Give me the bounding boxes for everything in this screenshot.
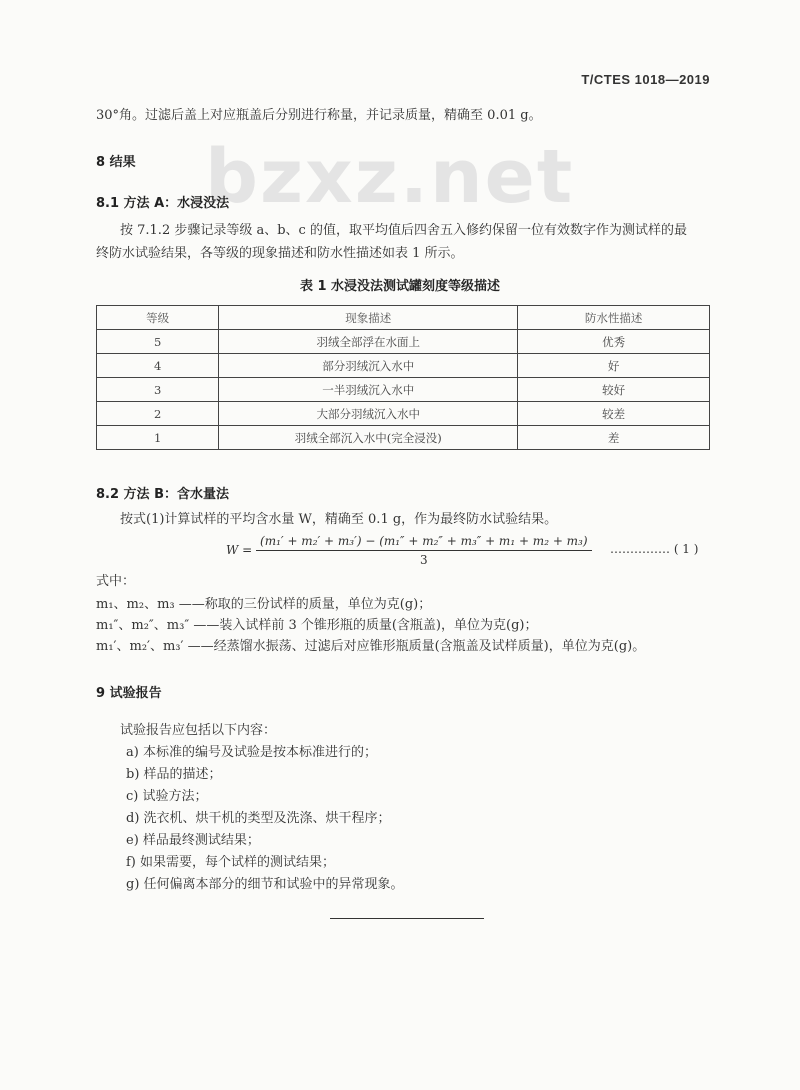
table-row: [97, 330, 710, 354]
section-9-title: 9 试验报告: [96, 686, 162, 701]
section-8-1-para-line1: 按 7.1.2 步骤记录等级 a、b、c 的值，取平均值后四舍五入修约保留一位有效数字作为测试样的最: [120, 223, 687, 238]
table-row: [97, 426, 710, 450]
table-cell: 1: [97, 426, 219, 450]
where-label: 式中：: [96, 574, 136, 589]
table-row: [97, 402, 710, 426]
table-cell: 部分羽绒沉入水中: [219, 354, 518, 378]
table-header-cell: 防水性描述: [518, 306, 710, 330]
report-item: a) 本标准的编号及试验是按本标准进行的；: [126, 745, 377, 760]
report-item: b) 样品的描述；: [126, 767, 222, 782]
report-intro: 试验报告应包括以下内容：: [120, 723, 277, 738]
table-cell: 3: [97, 378, 219, 402]
table-cell: 羽绒全部沉入水中(完全浸没): [219, 426, 518, 450]
table-header-cell: 等级: [97, 306, 219, 330]
report-item: f) 如果需要，每个试样的测试结果；: [126, 855, 336, 870]
report-item: c) 试验方法；: [126, 789, 208, 804]
where-item: m₁′、m₂′、m₃′ ——经蒸馏水振荡、过滤后对应锥形瓶质量(含瓶盖及试样质量)，单位为克(g)。: [96, 639, 646, 654]
table-cell: 较差: [518, 402, 710, 426]
table-cell: 较好: [518, 378, 710, 402]
table-cell: 一半羽绒沉入水中: [219, 378, 518, 402]
formula-numerator: (m₁′ + m₂′ + m₃′) − (m₁″ + m₂″ + m₃″ + m₁ + m₂ + m₃): [256, 534, 592, 551]
table-row: [97, 378, 710, 402]
where-item: m₁″、m₂″、m₃″ ——装入试样前 3 个锥形瓶的质量(含瓶盖)，单位为克(g)；: [96, 618, 538, 633]
table-row: [97, 354, 710, 378]
table-header-row: [97, 306, 710, 330]
intro-line: 30°角。过滤后盖上对应瓶盖后分别进行称量，并记录质量，精确至 0.01 g。: [96, 108, 542, 123]
end-rule: [330, 918, 484, 919]
table-cell: 差: [518, 426, 710, 450]
table-cell: 优秀: [518, 330, 710, 354]
table-cell: 2: [97, 402, 219, 426]
formula-lhs: W =: [226, 543, 253, 557]
formula-number: …………… ( 1 ): [610, 542, 699, 556]
where-item: m₁、m₂、m₃ ——称取的三份试样的质量，单位为克(g)；: [96, 597, 432, 612]
formula-denominator: 3: [419, 553, 428, 567]
section-8-1-para-line2: 终防水试验结果，各等级的现象描述和防水性描述如表 1 所示。: [96, 246, 464, 261]
report-item: e) 样品最终测试结果；: [126, 833, 260, 848]
table-cell: 大部分羽绒沉入水中: [219, 402, 518, 426]
formula-1: [226, 534, 592, 567]
table-cell: 羽绒全部浮在水面上: [219, 330, 518, 354]
table-cell: 好: [518, 354, 710, 378]
section-8-2-para: 按式(1)计算试样的平均含水量 W，精确至 0.1 g，作为最终防水试验结果。: [120, 512, 558, 527]
section-8-1-title: 8.1 方法 A：水浸没法: [96, 196, 230, 211]
table-cell: 4: [97, 354, 219, 378]
table-caption: 表 1 水浸没法测试罐刻度等级描述: [299, 279, 501, 294]
watermark: bzxz.net: [205, 134, 575, 220]
report-item: g) 任何偏离本部分的细节和试验中的异常现象。: [126, 877, 404, 892]
table-header-cell: 现象描述: [219, 306, 518, 330]
grade-table: [96, 305, 710, 450]
section-8-2-title: 8.2 方法 B：含水量法: [96, 487, 229, 502]
table-cell: 5: [97, 330, 219, 354]
section-8-title: 8 结果: [96, 155, 136, 170]
report-item: d) 洗衣机、烘干机的类型及洗涤、烘干程序；: [126, 811, 391, 826]
standard-number: T/CTES 1018—2019: [581, 72, 710, 87]
formula-fraction: [256, 534, 592, 567]
